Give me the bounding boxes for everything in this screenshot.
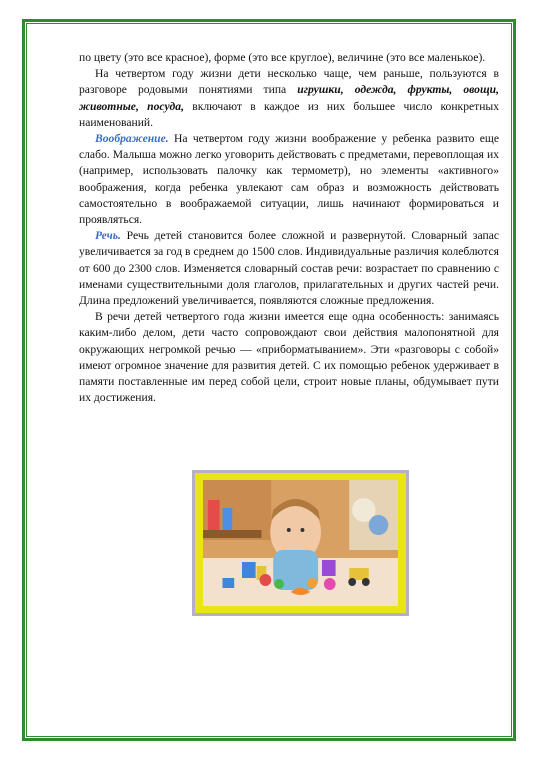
paragraph-speech-text: Речь детей становится более сложной и развернутой. Словарный запас увеличивается за год в среднем до 1500 слов. Индивидуальные различия колеблются от 600 до 2300 слов. Изменяется словарный состав речи: возрастает по сравнению с именами существительными доля глаголов, прилагательных и других частей речи. Длина предложений увеличивается, появляются сложные предложения. — [79, 229, 499, 308]
paragraph-2-end: включают в каждое из них большее число конкретных наименований. — [79, 99, 499, 129]
paragraph-imagination-text: На четвертом году жизни воображение у ребенка развито еще слабо. Малыша можно легко уговорить действовать с предметами, перевоплощая их (например, использовать палочку как термометр), но элементы «активного» воображения, когда ребенка увлекают сам образ и возможность действовать самостоятельно в воображаемой ситуации, лишь начинают формироваться и проявляться. — [79, 132, 499, 227]
paragraph-1: по цвету (это все красное), форме (это все круглое), величине (это все маленькое). — [79, 51, 486, 64]
paragraph-2-emphasis: игрушки, одежда, фрукты, овощи, животные, посуда, — [79, 83, 499, 113]
term-imagination: Воображение. — [95, 132, 169, 146]
article-text — [79, 50, 499, 406]
term-speech: Речь. — [95, 229, 121, 243]
paragraph-2 — [79, 66, 499, 131]
paragraph-imagination — [79, 131, 499, 228]
paragraph-2-start: На четвертом году жизни дети несколько чаще, чем раньше, пользуются в разговоре родовыми понятиями типа — [79, 67, 499, 97]
photo-container — [192, 470, 409, 616]
paragraph-5: В речи детей четвертого года жизни имеется еще одна особенность: занимаясь каким-либо делом, дети часто сопровождают свои действия малопонятной для окружающих негромкой речью — «приборматыванием». Эти «разговоры с собой» имеют огромное значение для развития детей. С их помощью ребенок удерживает в памяти поставленные им перед собой цели, строит новые планы, обдумывает пути их достижения. — [79, 310, 499, 405]
paragraph-speech — [79, 228, 499, 309]
photo-frame — [195, 473, 406, 613]
child-playing-photo — [203, 480, 398, 606]
